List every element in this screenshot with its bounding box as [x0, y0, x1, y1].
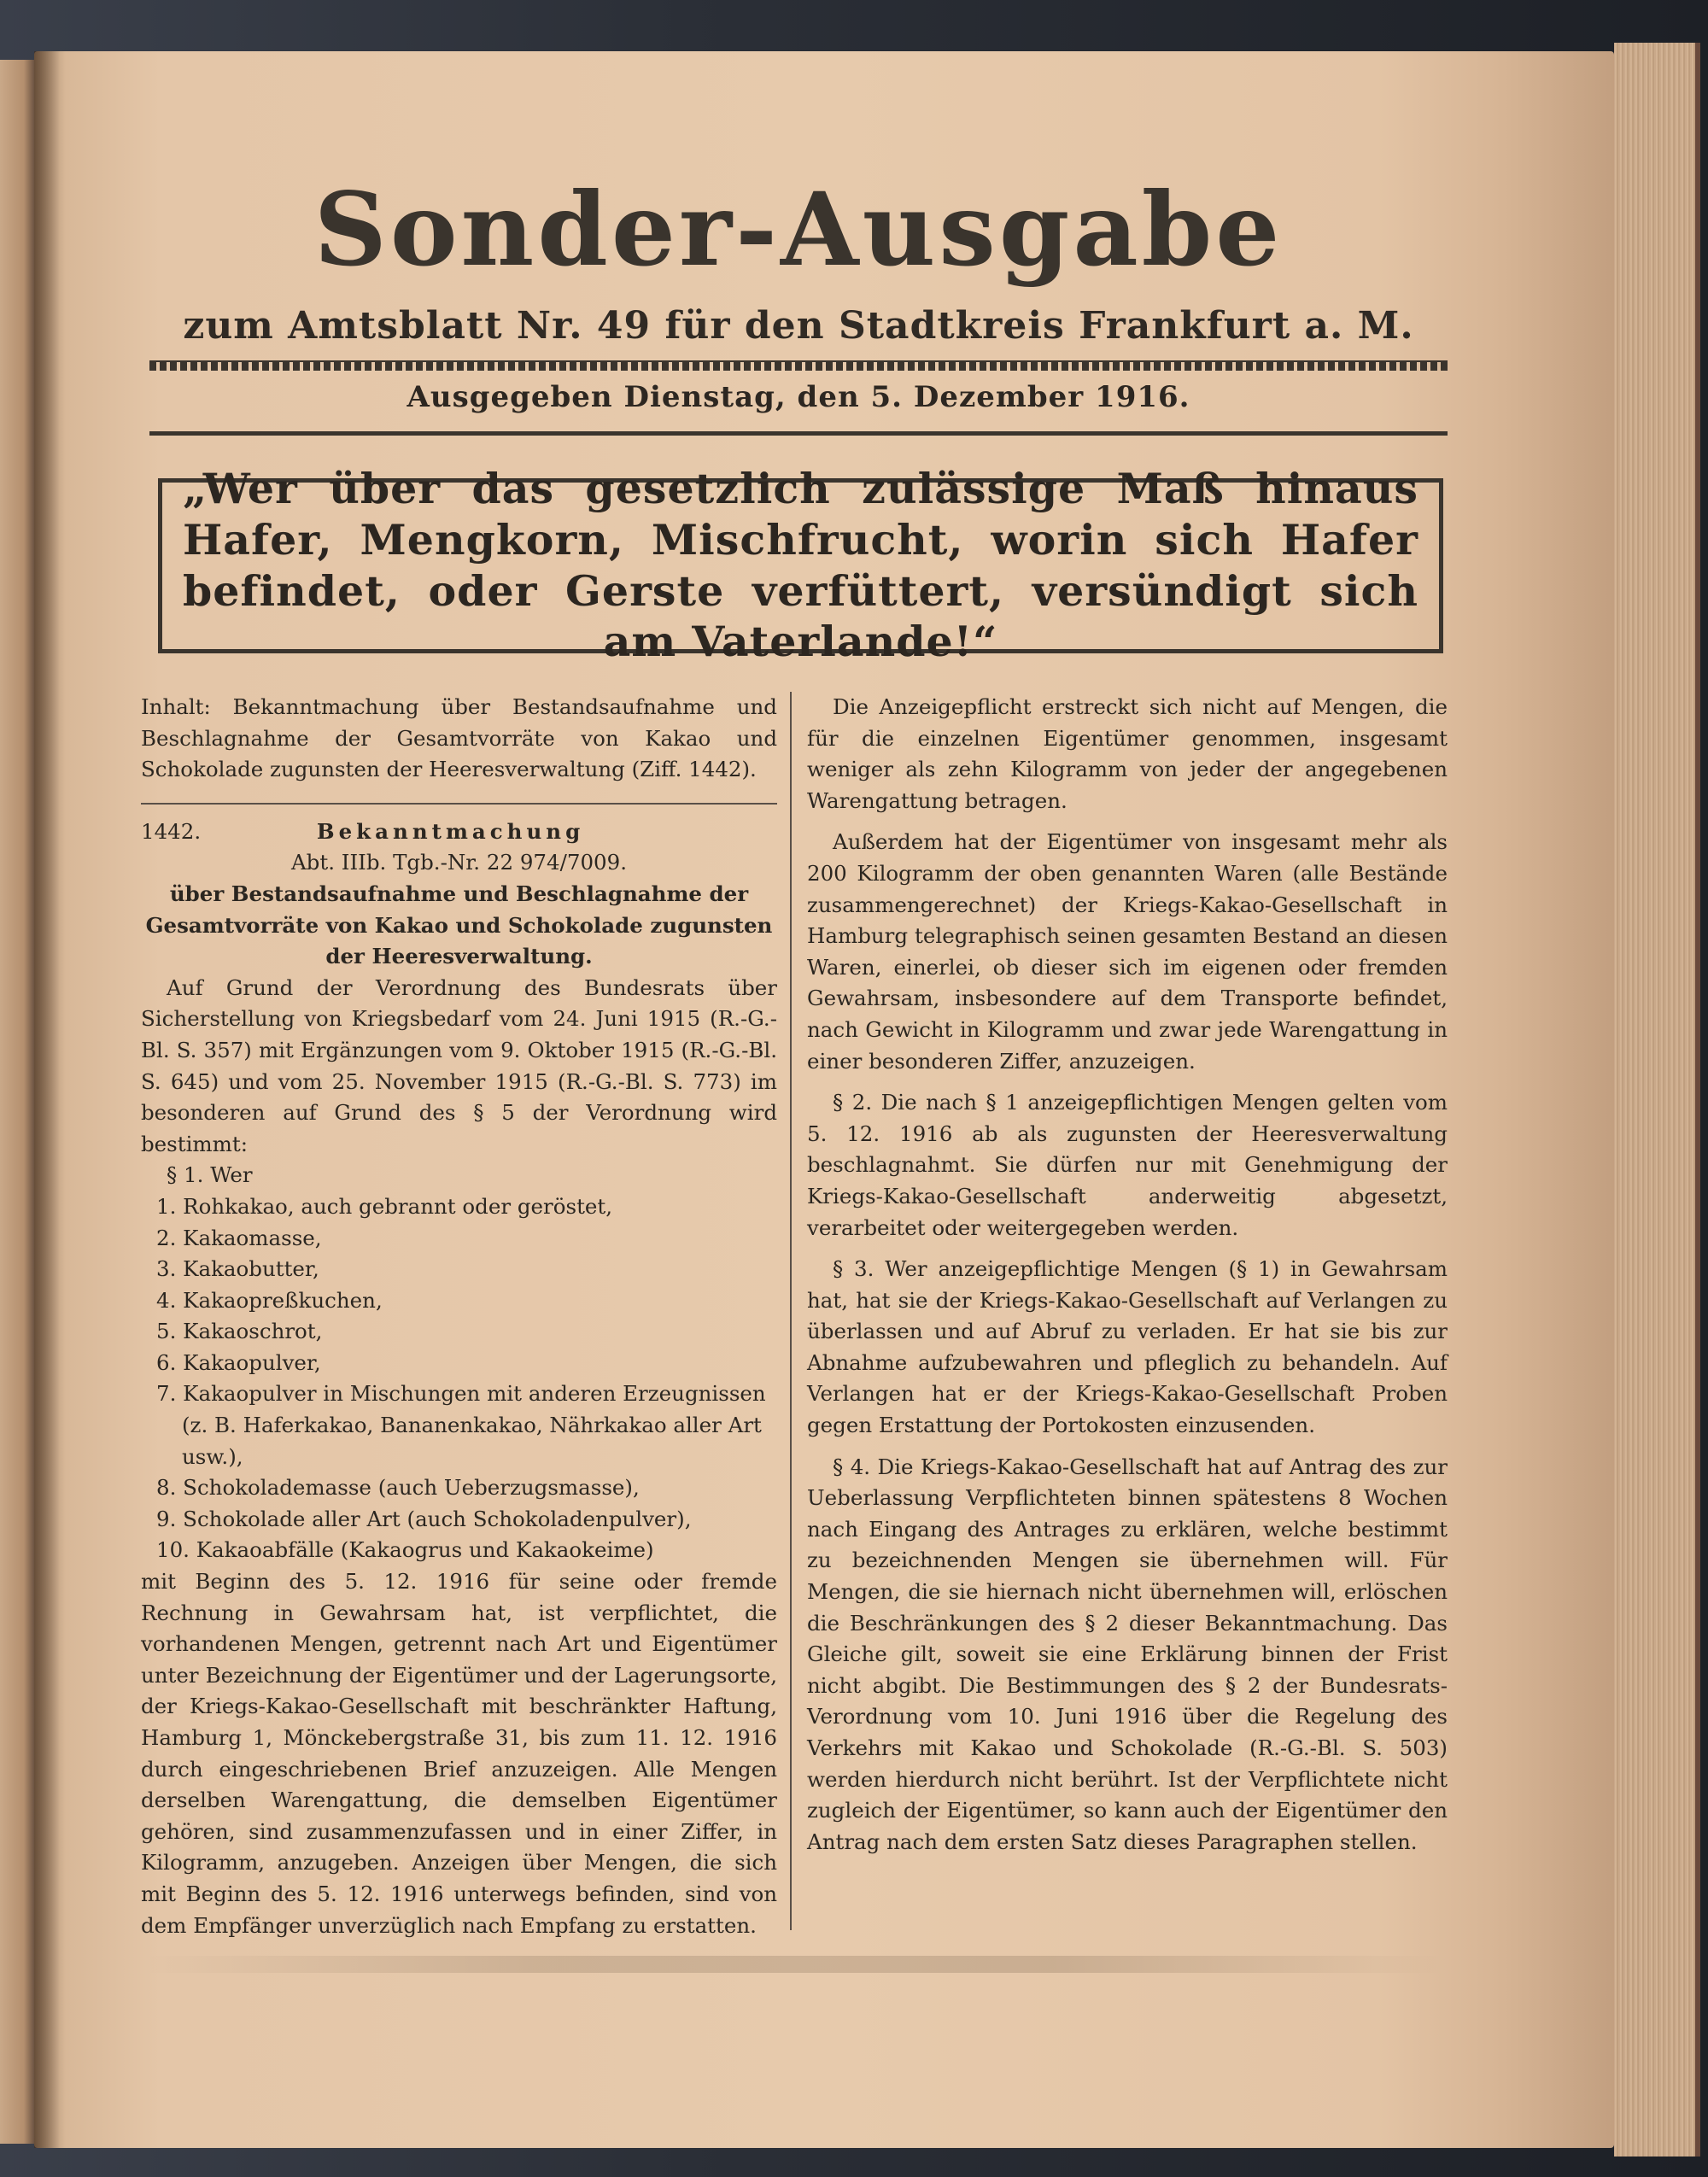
notice-header — [141, 816, 777, 848]
list-item: 10. Kakaoabfälle (Kakaogrus und Kakaokeime) — [156, 1537, 654, 1563]
page-subtitle: zum Amtsblatt Nr. 49 für den Stadtkreis Frankfurt a. M. — [183, 304, 1414, 348]
section-3: § 3. Wer anzeigepflichtige Mengen (§ 1) in Gewahrsam hat, hat sie der Kriegs-Kakao-Gesellschaft auf Verlangen zu überlassen und auf Abruf zu verladen. Er hat sie bis zur Abnahme aufzubewahren und pfleglich zu behandeln. Auf Verlangen hat er der Kriegs-Kakao-Gesellschaft Proben gegen Erstattung der Portokosten einzusenden. — [807, 1256, 1448, 1438]
section-1-extra: Außerdem hat der Eigentümer von insgesamt mehr als 200 Kilogramm der oben genannten Waren (alle Bestände zusammengerechnet) der Kriegs-Kakao-Gesellschaft in Hamburg telegraphisch seinen gesamten Bestand an diesen Waren, einerlei, ob dieser sich im eigenen oder fremden Gewahrsam, insbesondere auf dem Transporte befindet, nach Gewicht in Kilogramm und zwar jede Warengattung in einer besonderen Ziffer, anzuzeigen. — [807, 829, 1448, 1074]
left-column — [141, 692, 777, 1941]
slogan-box — [158, 463, 1443, 667]
list-item: 9. Schokolade aller Art (auch Schokoladenpulver), — [156, 1506, 692, 1531]
masthead — [149, 170, 1448, 348]
slogan-text: „Wer über das gesetzlich zulässige Maß hinaus Hafer, Mengkorn, Mischfrucht, worin sich Hafer befindet, oder Gerste verfüttert, versündigt sich am Vaterlande!“ — [183, 463, 1418, 667]
notice-heading: Bekanntmachung — [316, 818, 585, 844]
notice-number: 1442. — [141, 818, 202, 844]
notice-reference: Abt. IIIb. Tgb.-Nr. 22 974/7009. — [290, 850, 628, 875]
table-of-contents: Inhalt: Bekanntmachung über Bestandsaufnahme und Beschlagnahme der Gesamtvorräte von Kakao und Schokolade zugunsten der Heeresverwaltung (Ziff. 1442). — [141, 694, 777, 782]
list-item: 6. Kakaopulver, — [156, 1349, 321, 1375]
section-1-body: mit Beginn des 5. 12. 1916 für seine oder fremde Rechnung in Gewahrsam hat, ist verpflichtet, die vorhandenen Mengen, getrennt nach Art und Eigentümer unter Bezeichnung der Eigentümer und der Lagerungsorte, der Kriegs-Kakao-Gesellschaft mit beschränkter Haftung, Hamburg 1, Mönckebergstraße 31, bis zum 11. 12. 1916 durch eingeschriebenen Brief anzuzeigen. Alle Mengen derselben Warengattung, die demselben Eigentümer gehören, sind zusammenzufassen und in einer Ziffer, in Kilogramm, anzugeben. Anzeigen über Mengen, die sich mit Beginn des 5. 12. 1916 unterwegs befinden, sind von dem Empfänger unverzüglich nach Empfang zu erstatten. — [141, 1569, 777, 1938]
section-1-exemption: Die Anzeigepflicht erstreckt sich nicht auf Mengen, die für die einzelnen Eigentümer genommen, insgesamt weniger als zehn Kilogramm von jeder der angegebenen Warengattung betragen. — [807, 694, 1448, 813]
column-divider — [790, 692, 792, 1930]
section-4: § 4. Die Kriegs-Kakao-Gesellschaft hat auf Antrag des zur Ueberlassung Verpflichteten binnen spätestens 8 Wochen nach Eingang des Antrages zu erklären, welche bestimmt zu bezeichnenden Mengen sie übernehmen will. Für Mengen, die sie hiernach nicht übernehmen will, erlöschen die Beschränkungen des § 2 dieser Bekanntmachung. Das Gleiche gilt, soweit sie eine Erklärung binnen der Frist nicht abgibt. Die Bestimmungen des § 2 der Bundesrats-Verordnung vom 10. Juni 1916 über die Regelung des Verkehrs mit Kakao und Schokolade (R.-G.-Bl. S. 503) werden hierdurch nicht berührt. Ist der Verpflichtete nicht zugleich der Eigentümer, so kann auch der Eigentümer den Antrag nach dem ersten Satz dieses Paragraphen stellen. — [807, 1454, 1448, 1854]
list-item: 4. Kakaopreßkuchen, — [156, 1287, 383, 1313]
list-item: 8. Schokolademasse (auch Ueberzugsmasse), — [156, 1475, 640, 1501]
facing-page-edge — [0, 60, 34, 2144]
issue-date: Ausgegeben Dienstag, den 5. Dezember 1916. — [407, 380, 1190, 414]
right-column — [807, 692, 1448, 1858]
section-2: § 2. Die nach § 1 anzeigepflichtigen Mengen gelten vom 5. 12. 1916 ab als zugunsten der Heeresverwaltung beschlagnahmt. Sie dürfen nur mit Genehmigung der Kriegs-Kakao-Gesellschaft anderweitig abgesetzt, verarbeitet oder weitergegeben werden. — [807, 1090, 1448, 1240]
notice-subject: über Bestandsaufnahme und Beschlagnahme der Gesamtvorräte von Kakao und Schokolade zugunsten der Heeresverwaltung. — [145, 881, 773, 969]
list-item: 5. Kakaoschrot, — [156, 1319, 323, 1344]
masthead-rule — [149, 360, 1448, 371]
list-item: 7. Kakaopulver in Mischungen mit anderen Erzeugnissen (z. B. Haferkakao, Bananenkakao, Nährkakao aller Art usw.), — [156, 1381, 766, 1469]
book-page-edges — [1614, 43, 1700, 2157]
list-item: 3. Kakaobutter, — [156, 1256, 319, 1282]
header-divider — [149, 431, 1448, 436]
notice-intro: Auf Grund der Verordnung des Bundesrats über Sicherstellung von Kriegsbedarf vom 24. Juni 1915 (R.-G.-Bl. S. 357) mit Ergänzungen vom 9. Oktober 1915 (R.-G.-Bl. S. 645) und vom 25. November 1915 (R.-G.-Bl. S. 773) im besonderen auf Grund des § 5 der Verordnung wird bestimmt: — [141, 974, 777, 1156]
bleed-through-footer — [145, 1956, 1443, 1973]
list-item: 2. Kakaomasse, — [156, 1225, 322, 1250]
contents-rule — [141, 803, 777, 805]
spine-shadow — [34, 51, 60, 2148]
page-title: Sonder-Ausgabe — [313, 170, 1284, 289]
list-item: 1. Rohkakao, auch gebrannt oder geröstet, — [156, 1193, 613, 1219]
section-1-lead: § 1. Wer — [167, 1162, 253, 1188]
